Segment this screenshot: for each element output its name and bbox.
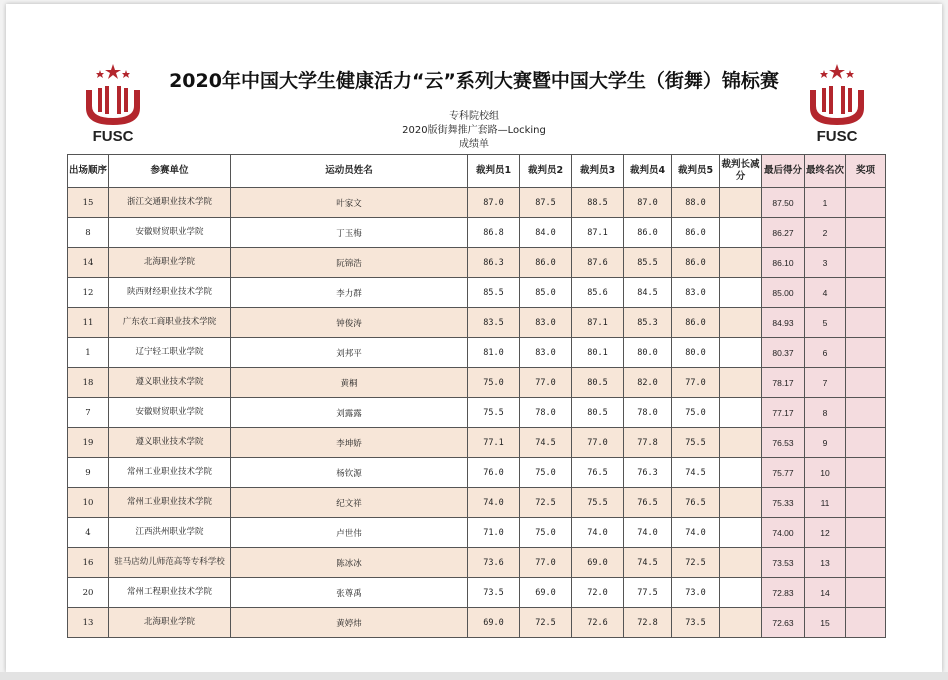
- cell-judge4: 87.0: [624, 188, 672, 218]
- cell-athlete: 李力群: [231, 278, 468, 308]
- cell-order: 11: [68, 308, 109, 338]
- cell-chief-deduction: [720, 368, 762, 398]
- cell-final-score: 78.17: [762, 368, 805, 398]
- cell-order: 16: [68, 548, 109, 578]
- table-row: [68, 578, 886, 608]
- fusc-logo-left: [78, 62, 148, 146]
- cell-athlete: 陈冰冰: [231, 548, 468, 578]
- cell-unit: 北海职业学院: [109, 248, 231, 278]
- cell-judge3: 72.6: [572, 608, 624, 638]
- cell-final-score: 75.77: [762, 458, 805, 488]
- cell-final-rank: 15: [805, 608, 846, 638]
- table-row: [68, 518, 886, 548]
- cell-final-score: 73.53: [762, 548, 805, 578]
- cell-unit: 北海职业学院: [109, 608, 231, 638]
- cell-order: 1: [68, 338, 109, 368]
- page-title: 2020年中国大学生健康活力“云”系列大赛暨中国大学生（街舞）锦标赛: [169, 70, 779, 92]
- cell-judge3: 87.1: [572, 218, 624, 248]
- cell-judge4: 77.8: [624, 428, 672, 458]
- cell-judge1: 76.0: [468, 458, 520, 488]
- cell-judge5: 77.0: [672, 368, 720, 398]
- cell-judge2: 75.0: [520, 518, 572, 548]
- cell-chief-deduction: [720, 458, 762, 488]
- cell-athlete: 叶家文: [231, 188, 468, 218]
- cell-award: [846, 458, 886, 488]
- cell-unit: 陕西财经职业技术学院: [109, 278, 231, 308]
- cell-judge1: 71.0: [468, 518, 520, 548]
- table-row: [68, 428, 886, 458]
- cell-judge2: 85.0: [520, 278, 572, 308]
- cell-judge1: 69.0: [468, 608, 520, 638]
- cell-judge3: 69.0: [572, 548, 624, 578]
- cell-chief-deduction: [720, 548, 762, 578]
- cell-final-score: 85.00: [762, 278, 805, 308]
- cell-final-rank: 5: [805, 308, 846, 338]
- cell-unit: 安徽财贸职业学院: [109, 398, 231, 428]
- cell-athlete: 钟俊涛: [231, 308, 468, 338]
- sheet-name: 成绩单: [459, 139, 489, 150]
- cell-chief-deduction: [720, 608, 762, 638]
- cell-final-score: 86.27: [762, 218, 805, 248]
- cell-chief-deduction: [720, 308, 762, 338]
- table-row: [68, 458, 886, 488]
- cell-chief-deduction: [720, 428, 762, 458]
- cell-unit: 浙江交通职业技术学院: [109, 188, 231, 218]
- cell-final-rank: 4: [805, 278, 846, 308]
- cell-judge4: 76.3: [624, 458, 672, 488]
- cell-order: 9: [68, 458, 109, 488]
- cell-judge1: 73.6: [468, 548, 520, 578]
- table-row: [68, 248, 886, 278]
- cell-judge2: 77.0: [520, 548, 572, 578]
- cell-order: 18: [68, 368, 109, 398]
- cell-athlete: 杨钦源: [231, 458, 468, 488]
- cell-judge1: 86.8: [468, 218, 520, 248]
- cell-final-score: 87.50: [762, 188, 805, 218]
- cell-judge4: 82.0: [624, 368, 672, 398]
- cell-judge5: 74.0: [672, 518, 720, 548]
- table-row: [68, 398, 886, 428]
- col-header-judge5: 裁判员5: [672, 155, 720, 188]
- cell-judge5: 74.5: [672, 458, 720, 488]
- cell-judge5: 76.5: [672, 488, 720, 518]
- cell-judge2: 84.0: [520, 218, 572, 248]
- cell-judge4: 74.5: [624, 548, 672, 578]
- cell-final-score: 84.93: [762, 308, 805, 338]
- cell-order: 4: [68, 518, 109, 548]
- cell-unit: 遵义职业技术学院: [109, 428, 231, 458]
- cell-judge5: 80.0: [672, 338, 720, 368]
- fusc-emblem-icon: [802, 62, 872, 128]
- cell-judge4: 85.5: [624, 248, 672, 278]
- fusc-logo-text: FUSC: [816, 128, 858, 145]
- cell-final-rank: 6: [805, 338, 846, 368]
- cell-award: [846, 578, 886, 608]
- cell-judge3: 88.5: [572, 188, 624, 218]
- cell-chief-deduction: [720, 398, 762, 428]
- cell-judge2: 86.0: [520, 248, 572, 278]
- results-table: [67, 154, 886, 638]
- cell-final-rank: 1: [805, 188, 846, 218]
- table-row: [68, 338, 886, 368]
- table-row: [68, 188, 886, 218]
- cell-judge5: 86.0: [672, 218, 720, 248]
- cell-judge4: 80.0: [624, 338, 672, 368]
- cell-award: [846, 338, 886, 368]
- cell-final-rank: 12: [805, 518, 846, 548]
- cell-judge3: 74.0: [572, 518, 624, 548]
- table-row: [68, 488, 886, 518]
- col-header-award: 奖项: [846, 155, 886, 188]
- cell-chief-deduction: [720, 248, 762, 278]
- cell-judge5: 75.0: [672, 398, 720, 428]
- cell-chief-deduction: [720, 218, 762, 248]
- cell-judge4: 78.0: [624, 398, 672, 428]
- cell-judge1: 75.0: [468, 368, 520, 398]
- table-row: [68, 218, 886, 248]
- col-header-chief-deduction: 裁判长减分: [720, 155, 762, 188]
- table-row: [68, 278, 886, 308]
- cell-judge3: 80.1: [572, 338, 624, 368]
- cell-judge4: 86.0: [624, 218, 672, 248]
- event-name: 2020版街舞推广套路—Locking: [402, 125, 546, 136]
- col-header-final-rank: 最终名次: [805, 155, 846, 188]
- cell-order: 15: [68, 188, 109, 218]
- cell-judge2: 74.5: [520, 428, 572, 458]
- cell-judge5: 72.5: [672, 548, 720, 578]
- cell-final-score: 74.00: [762, 518, 805, 548]
- cell-final-rank: 10: [805, 458, 846, 488]
- cell-judge1: 74.0: [468, 488, 520, 518]
- cell-chief-deduction: [720, 188, 762, 218]
- cell-athlete: 阮锦浩: [231, 248, 468, 278]
- cell-judge5: 75.5: [672, 428, 720, 458]
- cell-judge4: 72.8: [624, 608, 672, 638]
- cell-unit: 常州工业职业技术学院: [109, 458, 231, 488]
- cell-final-rank: 14: [805, 578, 846, 608]
- cell-unit: 辽宁轻工职业学院: [109, 338, 231, 368]
- cell-athlete: 丁玉梅: [231, 218, 468, 248]
- fusc-logo-text: FUSC: [92, 128, 134, 145]
- cell-award: [846, 608, 886, 638]
- cell-athlete: 纪文祥: [231, 488, 468, 518]
- cell-judge4: 85.3: [624, 308, 672, 338]
- cell-judge3: 87.6: [572, 248, 624, 278]
- col-header-judge1: 裁判员1: [468, 155, 520, 188]
- cell-award: [846, 218, 886, 248]
- col-header-final-score: 最后得分: [762, 155, 805, 188]
- cell-order: 7: [68, 398, 109, 428]
- cell-final-score: 80.37: [762, 338, 805, 368]
- cell-judge3: 76.5: [572, 458, 624, 488]
- cell-judge3: 87.1: [572, 308, 624, 338]
- cell-unit: 安徽财贸职业学院: [109, 218, 231, 248]
- cell-athlete: 张尊禹: [231, 578, 468, 608]
- cell-chief-deduction: [720, 578, 762, 608]
- cell-award: [846, 518, 886, 548]
- cell-judge4: 84.5: [624, 278, 672, 308]
- cell-final-score: 76.53: [762, 428, 805, 458]
- col-header-judge2: 裁判员2: [520, 155, 572, 188]
- cell-final-rank: 2: [805, 218, 846, 248]
- cell-award: [846, 488, 886, 518]
- cell-judge4: 77.5: [624, 578, 672, 608]
- cell-unit: 驻马店幼儿师范高等专科学校: [109, 548, 231, 578]
- cell-final-rank: 9: [805, 428, 846, 458]
- cell-order: 14: [68, 248, 109, 278]
- cell-order: 13: [68, 608, 109, 638]
- fusc-emblem-icon: [78, 62, 148, 128]
- score-sheet-page: [6, 4, 942, 672]
- cell-judge2: 77.0: [520, 368, 572, 398]
- cell-judge2: 75.0: [520, 458, 572, 488]
- cell-judge2: 83.0: [520, 338, 572, 368]
- table-header-row: [68, 155, 886, 188]
- cell-judge3: 80.5: [572, 368, 624, 398]
- table-row: [68, 608, 886, 638]
- cell-final-score: 72.83: [762, 578, 805, 608]
- cell-judge3: 85.6: [572, 278, 624, 308]
- cell-chief-deduction: [720, 338, 762, 368]
- results-body: [68, 188, 886, 638]
- cell-judge2: 72.5: [520, 488, 572, 518]
- cell-judge3: 75.5: [572, 488, 624, 518]
- col-header-athlete: 运动员姓名: [231, 155, 468, 188]
- cell-final-score: 77.17: [762, 398, 805, 428]
- cell-athlete: 刘邦平: [231, 338, 468, 368]
- cell-order: 20: [68, 578, 109, 608]
- cell-judge3: 72.0: [572, 578, 624, 608]
- cell-athlete: 卢世伟: [231, 518, 468, 548]
- cell-final-score: 72.63: [762, 608, 805, 638]
- cell-judge5: 73.5: [672, 608, 720, 638]
- cell-judge2: 69.0: [520, 578, 572, 608]
- cell-judge5: 88.0: [672, 188, 720, 218]
- cell-chief-deduction: [720, 488, 762, 518]
- cell-judge2: 78.0: [520, 398, 572, 428]
- group-name: 专科院校组: [449, 111, 499, 122]
- cell-final-rank: 11: [805, 488, 846, 518]
- cell-judge5: 83.0: [672, 278, 720, 308]
- cell-unit: 遵义职业技术学院: [109, 368, 231, 398]
- col-header-unit: 参赛单位: [109, 155, 231, 188]
- cell-final-rank: 7: [805, 368, 846, 398]
- cell-order: 8: [68, 218, 109, 248]
- cell-final-score: 86.10: [762, 248, 805, 278]
- cell-athlete: 李坤娇: [231, 428, 468, 458]
- cell-athlete: 刘露露: [231, 398, 468, 428]
- cell-award: [846, 188, 886, 218]
- cell-judge5: 73.0: [672, 578, 720, 608]
- cell-judge1: 85.5: [468, 278, 520, 308]
- cell-judge2: 87.5: [520, 188, 572, 218]
- cell-award: [846, 278, 886, 308]
- cell-judge4: 74.0: [624, 518, 672, 548]
- cell-judge5: 86.0: [672, 308, 720, 338]
- cell-final-score: 75.33: [762, 488, 805, 518]
- cell-judge1: 83.5: [468, 308, 520, 338]
- cell-final-rank: 3: [805, 248, 846, 278]
- table-row: [68, 308, 886, 338]
- cell-award: [846, 548, 886, 578]
- cell-judge4: 76.5: [624, 488, 672, 518]
- cell-athlete: 黄婷炜: [231, 608, 468, 638]
- cell-judge3: 80.5: [572, 398, 624, 428]
- cell-athlete: 黄桐: [231, 368, 468, 398]
- table-row: [68, 548, 886, 578]
- cell-judge1: 77.1: [468, 428, 520, 458]
- cell-judge1: 81.0: [468, 338, 520, 368]
- cell-final-rank: 8: [805, 398, 846, 428]
- cell-judge2: 72.5: [520, 608, 572, 638]
- cell-judge1: 73.5: [468, 578, 520, 608]
- cell-award: [846, 308, 886, 338]
- cell-judge2: 83.0: [520, 308, 572, 338]
- cell-unit: 常州工程职业技术学院: [109, 578, 231, 608]
- cell-award: [846, 428, 886, 458]
- viewer-bottom-bar: [0, 672, 948, 680]
- cell-award: [846, 248, 886, 278]
- cell-order: 10: [68, 488, 109, 518]
- cell-judge5: 86.0: [672, 248, 720, 278]
- cell-award: [846, 398, 886, 428]
- col-header-order: 出场顺序: [68, 155, 109, 188]
- cell-chief-deduction: [720, 278, 762, 308]
- cell-award: [846, 368, 886, 398]
- col-header-judge3: 裁判员3: [572, 155, 624, 188]
- cell-unit: 广东农工商职业技术学院: [109, 308, 231, 338]
- cell-order: 12: [68, 278, 109, 308]
- table-row: [68, 368, 886, 398]
- fusc-logo-right: [802, 62, 872, 146]
- cell-unit: 常州工业职业技术学院: [109, 488, 231, 518]
- cell-unit: 江西洪州职业学院: [109, 518, 231, 548]
- cell-judge3: 77.0: [572, 428, 624, 458]
- cell-judge1: 86.3: [468, 248, 520, 278]
- cell-final-rank: 13: [805, 548, 846, 578]
- col-header-judge4: 裁判员4: [624, 155, 672, 188]
- cell-order: 19: [68, 428, 109, 458]
- cell-judge1: 87.0: [468, 188, 520, 218]
- cell-chief-deduction: [720, 518, 762, 548]
- cell-judge1: 75.5: [468, 398, 520, 428]
